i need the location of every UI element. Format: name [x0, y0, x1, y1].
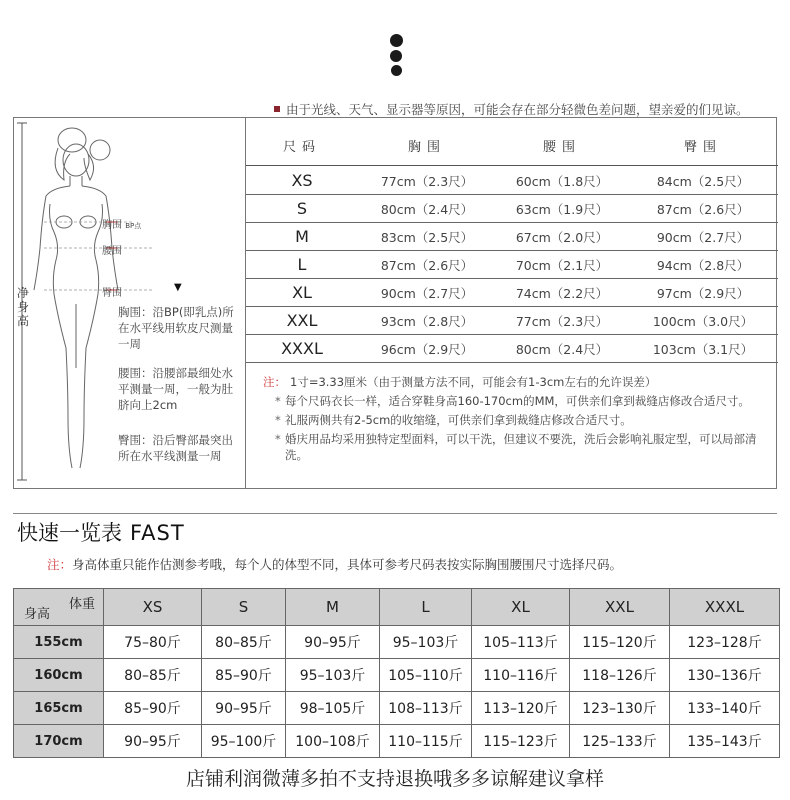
corner-height-label: 身高: [24, 607, 51, 622]
weight-cell: 108–113斤: [380, 692, 472, 725]
size-row-s: [246, 195, 778, 223]
hip-cell: 100cm（3.0尺）: [652, 313, 754, 329]
weight-cell: 90–95斤: [202, 692, 286, 725]
weight-cell: 123–130斤: [570, 692, 670, 725]
table-row: [14, 725, 780, 758]
weight-cell: 133–140斤: [670, 692, 780, 725]
header-size: S: [202, 589, 286, 626]
waist-cell: 70cm（2.1尺）: [515, 257, 609, 273]
header-size: XS: [104, 589, 202, 626]
weight-cell: 115–120斤: [570, 626, 670, 659]
size-row-m: [246, 223, 778, 251]
weight-cell: 105–113斤: [472, 626, 570, 659]
waist-cell: 74cm（2.2尺）: [515, 285, 609, 301]
bust-cell: 96cm（2.9尺）: [380, 341, 474, 357]
bust-cell: 90cm（2.7尺）: [380, 285, 474, 301]
bullet-square-icon: [274, 106, 280, 112]
height-cell: 155cm: [14, 626, 104, 659]
fast-note: 注：身高体重只能作估测参考哦，每个人的体型不同，具体可参考尺码表按实际胸围腰围尺寸选择尺码。: [47, 557, 623, 572]
hip-cell: 103cm（3.1尺）: [652, 341, 754, 357]
table-row: [14, 626, 780, 659]
measurement-figure: [14, 118, 246, 488]
waist-cell: 77cm（2.3尺）: [515, 313, 609, 329]
height-cell: 160cm: [14, 659, 104, 692]
header-size: 尺码: [282, 140, 321, 155]
header-size: XXL: [570, 589, 670, 626]
header-size: XXXL: [670, 589, 780, 626]
bust-cell: 83cm（2.5尺）: [380, 229, 474, 245]
hip-cell: 97cm（2.9尺）: [656, 285, 750, 301]
header-bust: 胸围: [407, 140, 446, 155]
height-cell: 165cm: [14, 692, 104, 725]
weight-cell: 130–136斤: [670, 659, 780, 692]
size-row-xxxl: [246, 335, 778, 363]
size-row-xxl: [246, 307, 778, 335]
header-size: XL: [472, 589, 570, 626]
weight-cell: 100–108斤: [286, 725, 380, 758]
footer-note: 店铺利润微薄多拍不支持退换哦多多谅解建议拿样: [185, 768, 604, 790]
waist-description: 腰围：沿腰部最细处水平测量一周，一般为肚脐向上2cm: [118, 366, 233, 412]
weight-cell: 90–95斤: [286, 626, 380, 659]
header-waist: 腰围: [542, 140, 581, 155]
divider: [13, 513, 777, 514]
fast-title: 快速一览表 FAST: [17, 521, 185, 545]
weight-cell: 110–116斤: [472, 659, 570, 692]
table-row: [14, 659, 780, 692]
notes-block: [263, 374, 773, 466]
weight-cell: 75–80斤: [104, 626, 202, 659]
hip-cell: 84cm（2.5尺）: [656, 173, 750, 189]
note-line-1: 1寸=3.33厘米（由于测量方法不同，可能会有1-3cm左右的允许误差）: [290, 375, 657, 389]
weight-cell: 95–103斤: [380, 626, 472, 659]
waist-cell: 60cm（1.8尺）: [515, 173, 609, 189]
weight-cell: 135–143斤: [670, 725, 780, 758]
corner-cell: [14, 589, 104, 626]
weight-cell: 113–120斤: [472, 692, 570, 725]
header-size: M: [286, 589, 380, 626]
table-row: [14, 692, 780, 725]
bust-cell: 77cm（2.3尺）: [380, 173, 474, 189]
size-table-header: [246, 126, 778, 166]
bust-cell: 93cm（2.8尺）: [380, 313, 474, 329]
waist-cell: 67cm（2.0尺）: [515, 229, 609, 245]
hip-cell: 87cm（2.6尺）: [656, 201, 750, 217]
waist-cell: 80cm（2.4尺）: [515, 341, 609, 357]
size-row-xl: [246, 279, 778, 307]
weight-cell: 95–103斤: [286, 659, 380, 692]
weight-size-table: [13, 588, 780, 758]
size-cell: M: [295, 227, 309, 246]
weight-cell: 85–90斤: [202, 659, 286, 692]
bust-cell: 80cm（2.4尺）: [380, 201, 474, 217]
hip-label: 臀围: [102, 288, 122, 299]
color-notice: 由于光线、天气、显示器等原因，可能会存在部分轻微色差问题，望亲爱的们见谅。: [274, 100, 749, 118]
height-cell: 170cm: [14, 725, 104, 758]
weight-cell: 115–123斤: [472, 725, 570, 758]
size-cell: XS: [291, 171, 313, 190]
header-size: L: [380, 589, 472, 626]
size-chart-panel: [13, 117, 777, 489]
size-cell: XXXL: [281, 339, 323, 358]
hip-cell: 90cm（2.7尺）: [656, 229, 750, 245]
weight-cell: 123–128斤: [670, 626, 780, 659]
weight-cell: 90–95斤: [104, 725, 202, 758]
note-line-2: * 每个尺码衣长一样，适合穿鞋身高160-170cm的MM，可供亲们拿到裁缝店修改合适尺寸。: [263, 393, 773, 409]
hip-cell: 94cm（2.8尺）: [656, 257, 750, 273]
triangle-down-icon: ▼: [174, 282, 182, 293]
decorative-dots: [389, 34, 403, 76]
waist-cell: 63cm（1.9尺）: [515, 201, 609, 217]
weight-table-header: [14, 589, 780, 626]
note-line-4: * 婚庆用品均采用独特定型面料，可以干洗，但建议不要洗，洗后会影响礼服定型，可以局部清洗。: [263, 431, 773, 463]
waist-label: 腰围: [102, 246, 122, 257]
hip-description: 臀围：沿后臀部最突出所在水平线测量一周: [118, 433, 233, 463]
weight-cell: 95–100斤: [202, 725, 286, 758]
size-row-xs: [246, 167, 778, 195]
weight-cell: 80–85斤: [104, 659, 202, 692]
bust-description: 胸围：沿BP(即乳点)所在水平线用软皮尺测量一周: [118, 305, 234, 351]
corner-weight-label: 体重: [68, 597, 95, 612]
size-cell: XL: [292, 283, 312, 302]
weight-cell: 110–115斤: [380, 725, 472, 758]
weight-cell: 98–105斤: [286, 692, 380, 725]
weight-cell: 80–85斤: [202, 626, 286, 659]
bust-label: 胸围 BP点: [102, 220, 142, 231]
header-hip: 臀围: [683, 140, 722, 155]
weight-cell: 125–133斤: [570, 725, 670, 758]
net-height-label: 净身高: [16, 286, 29, 328]
bust-cell: 87cm（2.6尺）: [380, 257, 474, 273]
note-line-3: * 礼服两侧共有2-5cm的收缩缝，可供亲们拿到裁缝店修改合适尺寸。: [263, 412, 773, 428]
size-cell: S: [296, 199, 308, 218]
weight-cell: 105–110斤: [380, 659, 472, 692]
size-cell: XXL: [286, 311, 318, 330]
weight-cell: 118–126斤: [570, 659, 670, 692]
weight-cell: 85–90斤: [104, 692, 202, 725]
size-row-l: [246, 251, 778, 279]
note-prefix: 注：: [263, 375, 286, 389]
size-cell: L: [297, 255, 307, 274]
